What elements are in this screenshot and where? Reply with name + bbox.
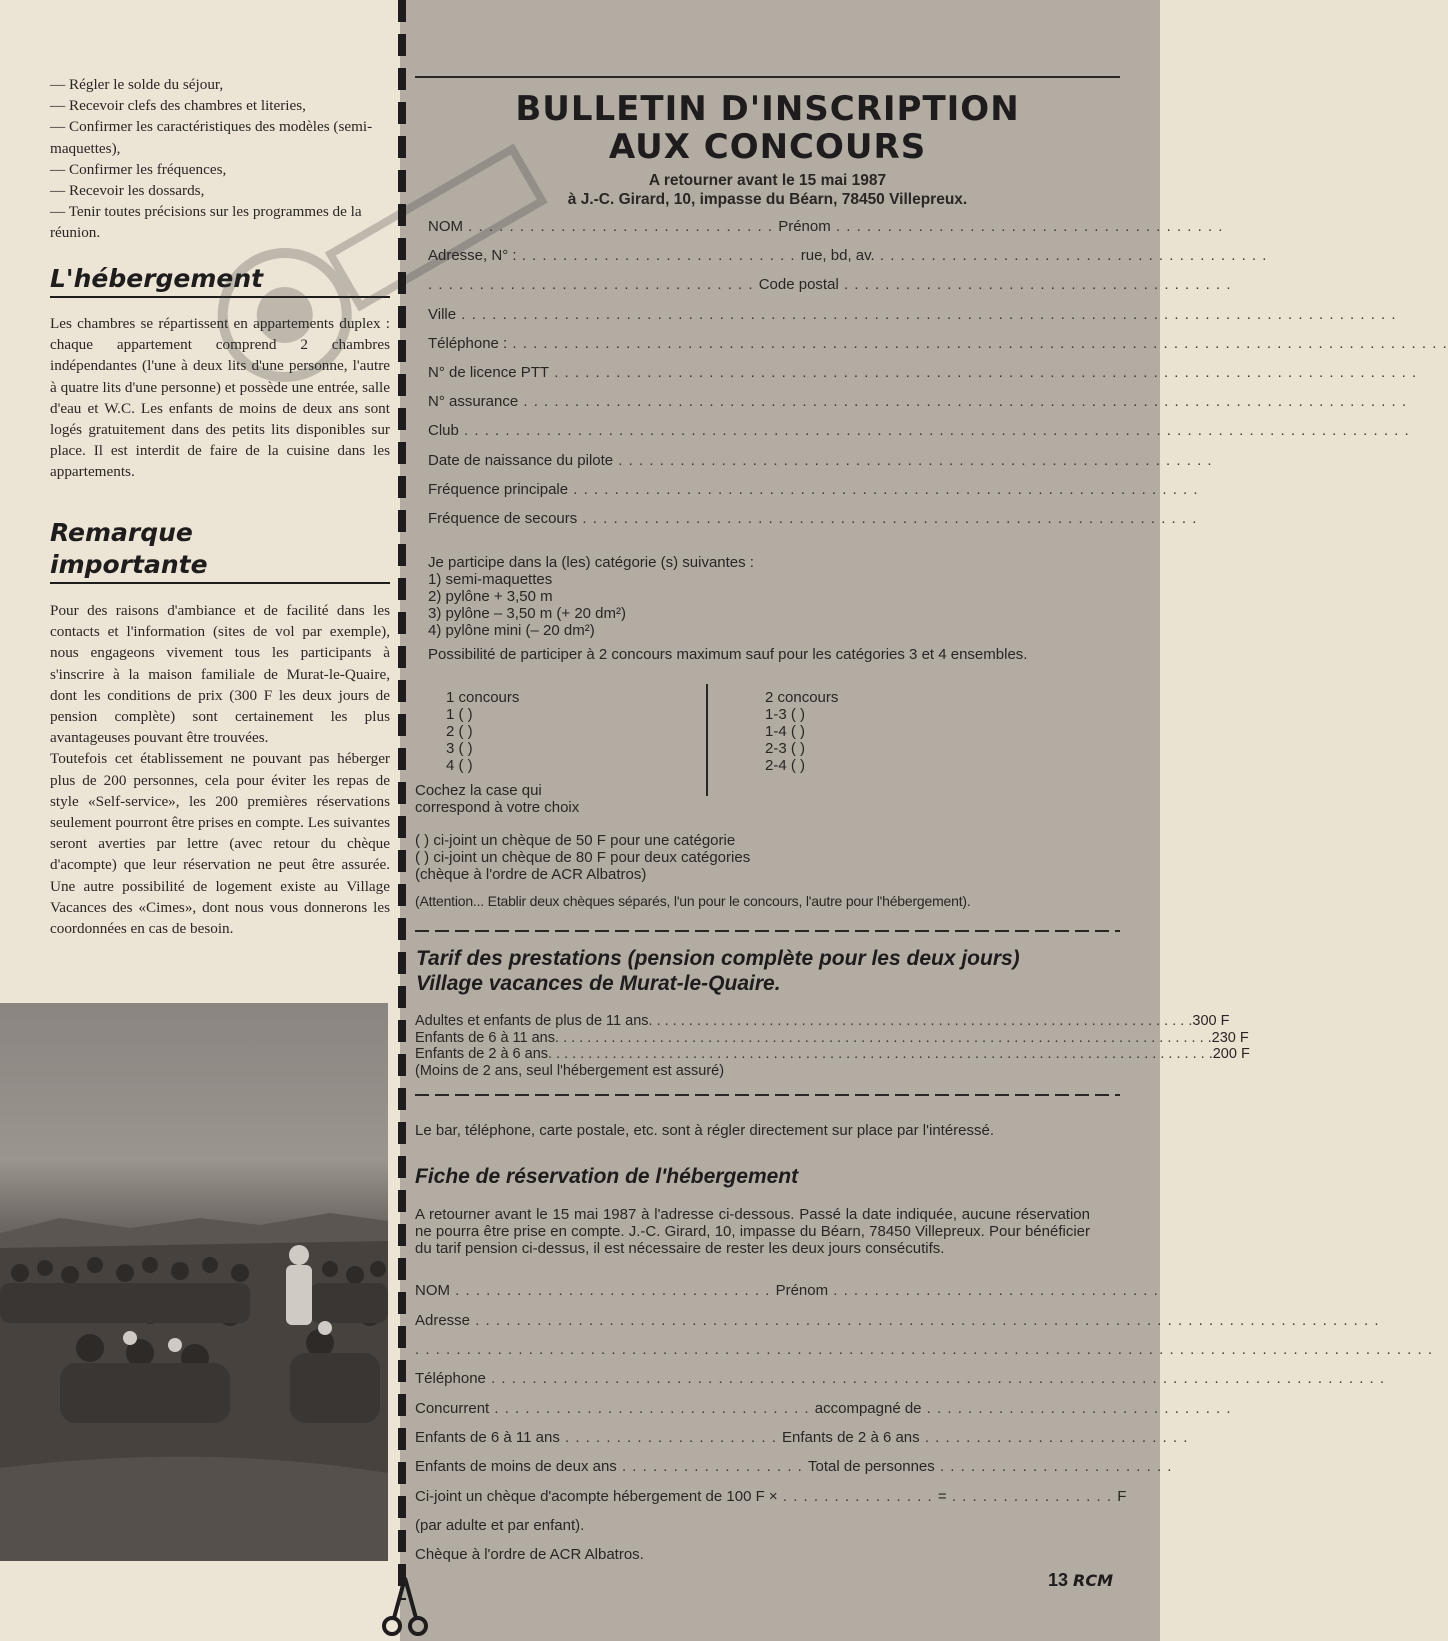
- label-enfants-2-6: Enfants de 2 à 6 ans: [782, 1429, 920, 1446]
- form-row-licence[interactable]: N° de licence PTT . . . . . . . . . . . . . . . . . . . . . . . . . . . . . . . . . . . . . . . . . . . . . . . . . . . . . . . . . . . . . . . . . . . . . . . . . . . . . . . . . . . .: [428, 364, 1418, 381]
- tarif-row: Adultes et enfants de plus de 11 ans . . . . . . . . . . . . . . . . . . . . . . . . . . . . . . . . . . . . . . . . . . . . . . . . . . . . . . . . . . . . . . . . . . . . 300 F: [415, 1013, 1230, 1029]
- label-enfants-6-11: Enfants de 6 à 11 ans: [415, 1429, 560, 1446]
- checkbox-option[interactable]: 4 ( ): [446, 757, 473, 774]
- label-prenom: Prénom: [775, 1282, 829, 1299]
- remarque-heading-line1: Remarque: [50, 518, 193, 547]
- crowd-photo: [0, 1003, 388, 1561]
- remarque-paragraph: Pour des raisons d'ambiance et de facilité dans les contacts et l'information (sites de vol par exemple), nous engageons vivement tous les participants à s'inscrire à la maison familiale de Murat-le-Quaire, dont les conditions de prix (300 F les deux jours de pension complète) sont certainement les plus avantageuses pouvant être trouvées.: [50, 602, 390, 747]
- fiche-row-telephone[interactable]: Téléphone . . . . . . . . . . . . . . . . . . . . . . . . . . . . . . . . . . . . . . . . . . . . . . . . . . . . . . . . . . . . . . . . . . . . . . . . . . . . . . . . . . . . . . .: [415, 1370, 1386, 1387]
- form-row-club[interactable]: Club . . . . . . . . . . . . . . . . . . . . . . . . . . . . . . . . . . . . . . . . . . . . . . . . . . . . . . . . . . . . . . . . . . . . . . . . . . . . . . . . . . . . . . . . . . . .: [428, 422, 1410, 439]
- cheque-option-two[interactable]: ( ) ci-joint un chèque de 80 F pour deux catégories: [415, 849, 751, 866]
- fiche-row-moins2[interactable]: Enfants de moins de deux ans . . . . . . . . . . . . . . . . . . Total de personnes . . . . . . . . . . . . . . . . . . . . . . .: [415, 1458, 1173, 1475]
- tarif-list: [415, 1013, 1250, 1079]
- cut-dash-line: [415, 1094, 1120, 1096]
- label-accompagne: accompagné de: [814, 1400, 922, 1417]
- list-item: — Régler le solde du séjour,: [50, 76, 224, 93]
- form-row-naissance[interactable]: Date de naissance du pilote . . . . . . . . . . . . . . . . . . . . . . . . . . . . . . . . . . . . . . . . . . . . . . . . . . . . . . . . . .: [428, 452, 1213, 469]
- label-freq-principale: Fréquence principale: [428, 481, 569, 498]
- category-item: 2) pylône + 3,50 m: [428, 588, 553, 605]
- fiche-row-adresse-cont[interactable]: . . . . . . . . . . . . . . . . . . . . . . . . . . . . . . . . . . . . . . . . . . . . . . . . . . . . . . . . . . . . . . . . . . . . . . . . . . . . . . . . . . . . . . . . . . . . . . . . . . .: [415, 1341, 1433, 1358]
- concours-divider: [706, 684, 708, 796]
- categories-intro: Je participe dans la (les) catégorie (s) suivantes :: [428, 554, 754, 571]
- tarif-row: Enfants de 2 à 6 ans . . . . . . . . . . . . . . . . . . . . . . . . . . . . . . . . . . . . . . . . . . . . . . . . . . . . . . . . . . . . . . . . . . . . . . . . . . . . . . . . . . . 200 F: [415, 1046, 1250, 1062]
- possibilite-note: Possibilité de participer à 2 concours maximum sauf pour les catégories 3 et 4 ensembles.: [428, 646, 1028, 663]
- fiche-row-concurrent[interactable]: Concurrent . . . . . . . . . . . . . . . . . . . . . . . . . . . . . . . accompagné de . . . . . . . . . . . . . . . . . . . . . . . . . . . . . .: [415, 1400, 1232, 1417]
- list-item: — Recevoir les dossards,: [50, 182, 205, 200]
- tarif-price: 300 F: [1192, 1013, 1230, 1029]
- hebergement-text-block: [50, 313, 390, 483]
- label-nom: NOM: [428, 218, 463, 235]
- top-rule: [415, 76, 1120, 78]
- checkbox-option[interactable]: 3 ( ): [446, 740, 473, 757]
- form-row-ville[interactable]: Ville . . . . . . . . . . . . . . . . . . . . . . . . . . . . . . . . . . . . . . . . . . . . . . . . . . . . . . . . . . . . . . . . . . . . . . . . . . . . . . . . . . . . . . . . . . .: [428, 306, 1397, 323]
- list-item: — Confirmer les caractéristiques des modèles (semi-maquettes),: [50, 118, 373, 157]
- label-assurance: N° assurance: [428, 393, 519, 410]
- form-row-adresse[interactable]: Adresse, N° : . . . . . . . . . . . . . . . . . . . . . . . . . . . rue, bd, av. . . . . . . . . . . . . . . . . . . . . . . . . . . . . . . . . . . . . . .: [428, 247, 1268, 264]
- label-codepostal: Code postal: [758, 276, 839, 293]
- tarif-price: 200 F: [1212, 1046, 1250, 1062]
- categories-block: [428, 554, 1118, 639]
- label-nom: NOM: [415, 1282, 450, 1299]
- checkbox-option[interactable]: 1-4 ( ): [765, 723, 806, 740]
- remarque-paragraph: Toutefois cet établissement ne pouvant pas héberger plus de 200 personnes, cela pour éviter les repas de style «Self-service», les 200 premières réservations seulement pourront être prises en compte. Les suivantes seront averties par lettre (avec retour du chèque d'acompte) que leur réservation ne peut être assurée. Une autre possibilité de logement existe au Village Vacances des «Cimes», dont nous vous donnerons les coordonnées en cas de besoin.: [50, 750, 390, 938]
- label-freq-secours: Fréquence de secours: [428, 510, 578, 527]
- hebergement-paragraph: Les chambres se répartissent en appartements duplex : chaque appartement comprend 2 chambres indépendantes (l'une à deux lits d'une personne, l'autre à quatre lits d'une personne) et possède une entrée, salle d'eau et W.C. Les enfants de moins de deux ans sont logés gratuitement dans des petits lits disponibles sur place. Il est interdit de faire de la cuisine dans les appartements.: [50, 315, 390, 481]
- checkbox-option[interactable]: 2-3 ( ): [765, 740, 806, 757]
- label-naissance: Date de naissance du pilote: [428, 452, 614, 469]
- category-item: 4) pylône mini (– 20 dm²): [428, 622, 595, 639]
- bar-note: Le bar, téléphone, carte postale, etc. sont à régler directement sur place par l'intéressé.: [415, 1122, 995, 1139]
- cochez-line: correspond à votre choix: [415, 799, 580, 816]
- bulletin-title-line1: BULLETIN D'INSCRIPTION: [515, 89, 1020, 129]
- category-item: 1) semi-maquettes: [428, 571, 553, 588]
- tarif-note: (Moins de 2 ans, seul l'hébergement est assuré): [415, 1062, 725, 1079]
- bulletin-title-line2: AUX CONCOURS: [608, 127, 927, 167]
- label-club: Club: [428, 422, 459, 439]
- label-equals: =: [937, 1488, 947, 1505]
- label-licence: N° de licence PTT: [428, 364, 550, 381]
- form-row-telephone[interactable]: Téléphone : . . . . . . . . . . . . . . . . . . . . . . . . . . . . . . . . . . . . . . . . . . . . . . . . . . . . . . . . . . . . . . . . . . . . . . . . . . . . . . . . . . . . . . . . . . .: [428, 335, 1448, 352]
- cut-dash-line: [415, 930, 1120, 932]
- two-concours-title: 2 concours: [765, 689, 839, 706]
- label-currency: F: [1117, 1488, 1127, 1505]
- tarif-row: Enfants de 6 à 11 ans . . . . . . . . . . . . . . . . . . . . . . . . . . . . . . . . . . . . . . . . . . . . . . . . . . . . . . . . . . . . . . . . . . . . . . . . . . . . . . . . . . 230 F: [415, 1029, 1249, 1046]
- list-item: — Tenir toutes précisions sur les programmes de la réunion.: [50, 203, 362, 242]
- checkbox-option[interactable]: 1 ( ): [446, 706, 473, 723]
- list-item: — Recevoir clefs des chambres et literies,: [50, 97, 306, 115]
- tarif-label: Enfants de 2 à 6 ans: [415, 1046, 549, 1062]
- form-row-freq-principale[interactable]: Fréquence principale . . . . . . . . . . . . . . . . . . . . . . . . . . . . . . . . . . . . . . . . . . . . . . . . . . . . . . . . . . . . .: [428, 481, 1199, 498]
- form-row-freq-secours[interactable]: Fréquence de secours . . . . . . . . . . . . . . . . . . . . . . . . . . . . . . . . . . . . . . . . . . . . . . . . . . . . . . . . . . . .: [428, 510, 1198, 527]
- checkbox-option[interactable]: 2-4 ( ): [765, 757, 806, 774]
- fiche-row-enfants[interactable]: Enfants de 6 à 11 ans . . . . . . . . . . . . . . . . . . . . . Enfants de 2 à 6 ans . . . . . . . . . . . . . . . . . . . . . . . . . .: [415, 1429, 1189, 1446]
- fiche-row-adresse[interactable]: Adresse . . . . . . . . . . . . . . . . . . . . . . . . . . . . . . . . . . . . . . . . . . . . . . . . . . . . . . . . . . . . . . . . . . . . . . . . . . . . . . . . . . . . . . . .: [415, 1312, 1380, 1329]
- cochez-line: Cochez la case qui: [415, 782, 542, 799]
- cheque-options: [415, 832, 1115, 883]
- cochez-instruction: [415, 782, 715, 816]
- fiche-intro: A retourner avant le 15 mai 1987 à l'adresse ci-dessous. Passé la date indiquée, aucune réservation ne pourra être prise en compte. J.-C. Girard, 10, impasse du Béarn, 78450 Villepreux. Pour bénéficier du tarif pension ci-dessus, il est nécessaire de rester les deux jours consécutifs.: [415, 1206, 1090, 1257]
- tarif-label: Adultes et enfants de plus de 11 ans: [415, 1013, 649, 1029]
- one-concours-options: [446, 689, 646, 774]
- cut-line: [398, 0, 406, 1600]
- fiche-row-nom[interactable]: NOM . . . . . . . . . . . . . . . . . . . . . . . . . . . . . . . Prénom . . . . . . . . . . . . . . . . . . . . . . . . . . . . . . . .: [415, 1282, 1159, 1299]
- label-total-personnes: Total de personnes: [808, 1458, 935, 1475]
- fiche-row-acompte[interactable]: Ci-joint un chèque d'acompte hébergement de 100 F × . . . . . . . . . . . . . . . = . . . . . . . . . . . . . . . . F: [415, 1488, 1127, 1505]
- label-moins-deux-ans: Enfants de moins de deux ans: [415, 1458, 617, 1475]
- tarif-label: Enfants de 6 à 11 ans: [415, 1029, 556, 1046]
- label-acompte: Ci-joint un chèque d'acompte hébergement de 100 F ×: [415, 1488, 778, 1505]
- one-concours-title: 1 concours: [446, 689, 520, 706]
- tarif-price: 230 F: [1211, 1029, 1249, 1046]
- form-row-nom[interactable]: NOM . . . . . . . . . . . . . . . . . . . . . . . . . . . . . . Prénom . . . . . . . . . . . . . . . . . . . . . . . . . . . . . . . . . . . . . .: [428, 218, 1224, 235]
- label-ville: Ville: [428, 306, 457, 323]
- label-adresse: Adresse: [415, 1312, 471, 1329]
- label-telephone: Téléphone :: [428, 335, 508, 352]
- hebergement-heading: L'hébergement: [50, 264, 390, 298]
- cheque-ordre-note: Chèque à l'ordre de ACR Albatros.: [415, 1546, 644, 1563]
- remarque-text-block: [50, 600, 390, 939]
- bulletin-return-date: A retourner avant le 15 mai 1987: [648, 172, 887, 189]
- tarif-title-line2: Village vacances de Murat-le-Quaire.: [416, 972, 781, 995]
- form-row-codepostal[interactable]: . . . . . . . . . . . . . . . . . . . . . . . . . . . . . . . . Code postal . . . . . . . . . . . . . . . . . . . . . . . . . . . . . . . . . . . . . .: [428, 276, 1232, 293]
- cheque-option-one[interactable]: ( ) ci-joint un chèque de 50 F pour une catégorie: [415, 832, 736, 849]
- par-adulte-note: (par adulte et par enfant).: [415, 1517, 585, 1534]
- checkbox-option[interactable]: 2 ( ): [446, 723, 473, 740]
- page-number: 13: [1048, 1570, 1069, 1590]
- crowd-photo-graphic: [0, 1003, 388, 1561]
- bullet-list: [50, 74, 390, 244]
- label-adresse: Adresse, N° :: [428, 247, 517, 264]
- label-rue: rue, bd, av.: [800, 247, 875, 264]
- checkbox-option[interactable]: 1-3 ( ): [765, 706, 806, 723]
- tarif-title-line1: Tarif des prestations (pension complète pour les deux jours): [416, 947, 1020, 970]
- scissors-icon: [380, 1578, 430, 1638]
- label-telephone: Téléphone: [415, 1370, 486, 1387]
- cheque-order-note: (chèque à l'ordre de ACR Albatros): [415, 866, 647, 883]
- two-concours-options: [765, 689, 965, 774]
- attention-note: (Attention... Etablir deux chèques séparés, l'un pour le concours, l'autre pour l'hébergement).: [415, 893, 971, 909]
- magazine-name: RCM: [1073, 1571, 1114, 1590]
- label-concurrent: Concurrent: [415, 1400, 490, 1417]
- category-item: 3) pylône – 3,50 m (+ 20 dm²): [428, 605, 627, 622]
- form-row-assurance[interactable]: N° assurance . . . . . . . . . . . . . . . . . . . . . . . . . . . . . . . . . . . . . . . . . . . . . . . . . . . . . . . . . . . . . . . . . . . . . . . . . . . . . . . . . . . . . .: [428, 393, 1408, 410]
- label-prenom: Prénom: [778, 218, 831, 235]
- bulletin-return-address: à J.-C. Girard, 10, impasse du Béarn, 78450 Villepreux.: [567, 191, 968, 208]
- page-footer: [1048, 1570, 1113, 1591]
- remarque-heading-line2: importante: [50, 550, 390, 584]
- list-item: — Confirmer les fréquences,: [50, 160, 227, 178]
- fiche-title: Fiche de réservation de l'hébergement: [415, 1165, 799, 1188]
